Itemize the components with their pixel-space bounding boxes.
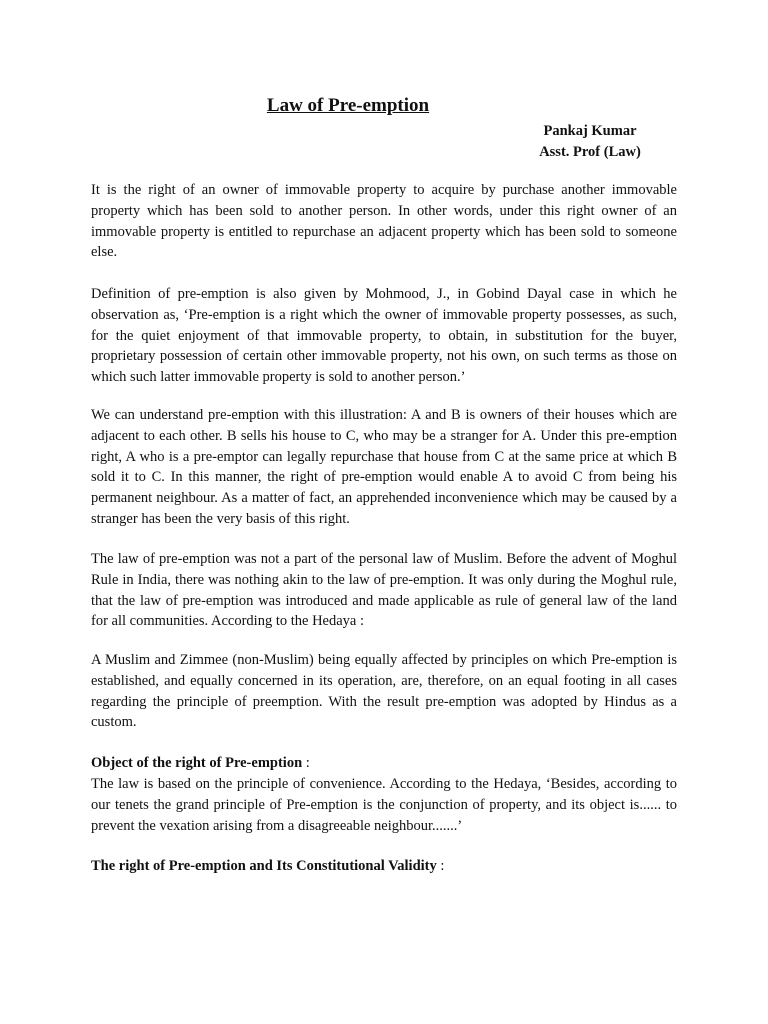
author-designation: Asst. Prof (Law) <box>539 144 641 160</box>
paragraph-history: The law of pre-emption was not a part of the personal law of Muslim. Before the advent of Moghul Rule in India, there was nothing akin to the law of pre-emption. It was only during the Moghul rule, that the law of pre-emption was introduced and made applicable as rule of general law of the land for all communities. According to the Hedaya : <box>91 551 677 630</box>
paragraph-definition-right: It is the right of an owner of immovable property to acquire by purchase another immovable property which has been sold to another person. In other words, under this right owner of an immovable property is entitled to repurchase an adjacent property which has been sold to someone else. <box>91 182 677 261</box>
object-heading-suffix: : <box>302 755 310 771</box>
author-name: Pankaj Kumar <box>543 123 637 139</box>
paragraph-definition-mohmood: Definition of pre-emption is also given by Mohmood, J., in Gobind Dayal case in which he observation as, ‘Pre-emption is a right which the owner of immovable property possesses, as such, for the quiet enjoyment of that immovable property, to obtain, in substitution for the buyer, proprietary possession of certain other immovable property, not his own, on such terms as those on which such latter immovable property is sold to another person.’ <box>91 286 677 386</box>
author-block <box>505 121 675 163</box>
section-heading-object <box>91 753 677 774</box>
object-heading-label: Object of the right of Pre-emption <box>91 755 303 771</box>
constitutional-heading-suffix: : <box>436 858 445 874</box>
paragraph-hedaya-quote: A Muslim and Zimmee (non-Muslim) being equally affected by principles on which Pre-emption is established, and equally concerned in its operation, are, therefore, on an equal footing in all cases regarding the principle of preemption. With the result pre-emption was adopted by Hindus as a custom. <box>91 652 677 731</box>
paragraph-illustration: We can understand pre-emption with this illustration: A and B is owners of their houses which are adjacent to each other. B sells his house to C, who may be a stranger for A. Under this pre-emption right, A who is a pre-emptor can legally repurchase that house from C at the same price at which B sold it to C. In this manner, the right of pre-emption would enable A to avoid C from being his permanent neighbour. As a matter of fact, an apprehended inconvenience which may be caused by a stranger has been the very basis of this right. <box>91 407 677 527</box>
constitutional-heading-label: The right of Pre-emption and Its Constitutional Validity <box>91 858 437 874</box>
section-heading-constitutional <box>91 856 677 877</box>
document-title: Law of Pre-emption <box>266 95 430 116</box>
paragraph-object: The law is based on the principle of convenience. According to the Hedaya, ‘Besides, according to our tenets the grand principle of Pre-emption is the conjunction of property, and its object is...... to prevent the vexation arising from a disagreeable neighbour.......’ <box>91 776 677 834</box>
